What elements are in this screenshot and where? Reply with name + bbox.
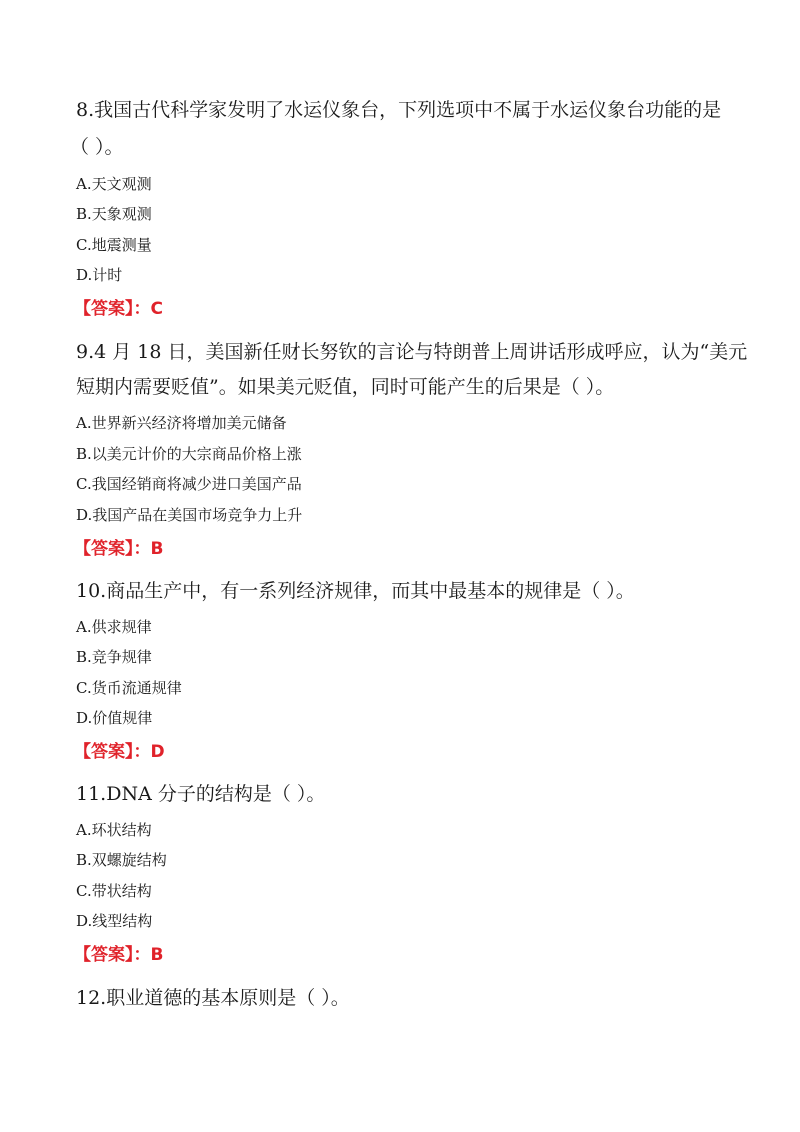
question-10-answer: 【答案】：D xyxy=(74,742,165,762)
question-10-line-1: 10.商品生产中，有一系列经济规律，而其中最基本的规律是（ ）。 xyxy=(76,580,635,602)
question-9-option-a: A.世界新兴经济将增加美元储备 xyxy=(76,414,287,432)
question-12-line-1: 12.职业道德的基本原则是（ ）。 xyxy=(76,987,350,1009)
question-11-option-d: D.线型结构 xyxy=(76,912,153,930)
question-9-answer: 【答案】：B xyxy=(74,539,164,559)
question-9-option-b: B.以美元计价的大宗商品价格上涨 xyxy=(76,445,302,463)
question-8-option-a: A.天文观测 xyxy=(76,175,152,193)
question-10-option-d: D.价值规律 xyxy=(76,709,153,727)
question-9-line-1: 9.4 月 18 日，美国新任财长努钦的言论与特朗普上周讲话形成呼应，认为“美元 xyxy=(76,341,748,363)
question-8-line-2: （ ）。 xyxy=(70,136,124,158)
question-9-option-c: C.我国经销商将减少进口美国产品 xyxy=(76,475,302,493)
question-11-line-1: 11.DNA 分子的结构是（ ）。 xyxy=(76,783,326,805)
question-8-answer: 【答案】：C xyxy=(74,299,163,319)
question-11-option-c: C.带状结构 xyxy=(76,882,152,900)
question-10-option-a: A.供求规律 xyxy=(76,618,152,636)
question-10-option-c: C.货币流通规律 xyxy=(76,679,182,697)
question-8-line-1: 8.我国古代科学家发明了水运仪象台，下列选项中不属于水运仪象台功能的是 xyxy=(76,99,722,121)
question-11-option-a: A.环状结构 xyxy=(76,821,152,839)
question-11-option-b: B.双螺旋结构 xyxy=(76,851,167,869)
question-11-answer: 【答案】：B xyxy=(74,945,164,965)
question-10-option-b: B.竞争规律 xyxy=(76,648,152,666)
question-9-option-d: D.我国产品在美国市场竞争力上升 xyxy=(76,506,303,524)
question-8-option-d: D.计时 xyxy=(76,266,123,284)
question-8-option-c: C.地震测量 xyxy=(76,236,152,254)
question-9-line-2: 短期内需要贬值”。如果美元贬值，同时可能产生的后果是（ ）。 xyxy=(76,376,615,398)
question-8-option-b: B.天象观测 xyxy=(76,205,152,223)
